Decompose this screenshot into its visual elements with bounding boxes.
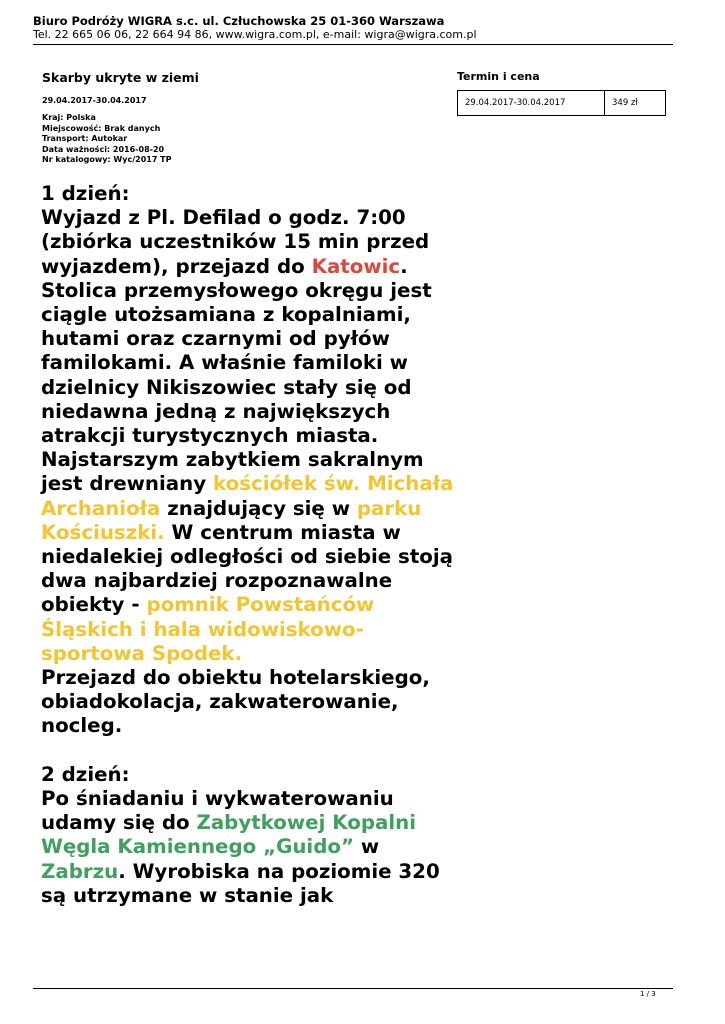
meta-country: Kraj: Polska [42,113,96,122]
company-contact: Tel. 22 665 06 06, 22 664 94 86, www.wigra.com.pl, e-mail: wigra@wigra.com.pl [33,28,477,41]
link-spodek[interactable]: pomnik Powstańców Śląskich i hala widowiskowo-sportowa Spodek. [41,593,375,665]
link-zabrze[interactable]: Zabrzu [41,859,119,883]
trip-dates: 29.04.2017-30.04.2017 [42,96,147,105]
day1-closing: Przejazd do obiektu hotelarskiego, obiadokolacja, zakwaterowanie, nocleg. [41,666,430,738]
day1-text: Wyjazd z Pl. Defilad o godz. 7:00 (zbiórka uczestników 15 min przed wyjazdem), przejazd do [41,206,430,278]
day2-heading: 2 dzień: [41,762,130,786]
day1-text: znajdujący się w [160,496,357,520]
itinerary [41,182,461,908]
trip-title: Skarby ukryte w ziemi [42,70,199,85]
company-name: Biuro Podróży WIGRA s.c. ul. Człuchowska 25 01-360 Warszawa [33,14,445,28]
footer-divider [33,988,673,989]
day1-paragraph [41,206,461,666]
price-table [457,90,666,116]
day1-heading: 1 dzień: [41,182,130,205]
day2-text: w [353,835,380,859]
price-term-cell: 29.04.2017-30.04.2017 [458,91,605,116]
day2-text: . Wyrobiska na poziomie 320 są utrzymane w stanie jak [41,859,440,907]
meta-transport: Transport: Autokar [42,134,128,144]
day2-paragraph [41,787,461,908]
day1-text: . Stolica przemysłowego okręgu jest ciągle utożsamiana z kopalniami, hutami oraz czarnymi od pyłów familokami. A właśnie familoki w dzielnicy Nikiszowiec stały się od niedawna jedną z największych atrakcji turystycznych miasta. Najstarszym zabytkiem sakralnym jest drewniany [41,254,432,496]
day2-text: Po śniadaniu i wykwaterowaniu udamy się do [41,787,394,835]
page-number: 1 / 3 [640,990,656,998]
link-kosciuszko-park[interactable]: parku Kościuszki. [41,496,422,544]
link-guido-mine[interactable]: Zabytkowej Kopalni Węgla Kamiennego „Guido” [41,811,416,859]
link-michael-church[interactable]: kościółek św. Michała Archanioła [41,472,454,520]
meta-valid-date: Data ważności: 2016-08-20 [42,144,165,154]
price-heading: Termin i cena [457,70,540,83]
price-value-cell: 349 zł [605,91,666,116]
meta-place: Miejscowość: Brak danych [42,123,161,133]
day1-text: W centrum miasta w niedalekiej odległości od siebie stoją dwa najbardziej rozpoznawalne obiekty - [41,520,454,617]
page-header [33,14,673,42]
link-katowice[interactable]: Katowic [311,254,401,278]
price-row [458,91,666,116]
meta-catalog-number: Nr katalogowy: Wyc/2017 TP [42,155,172,165]
trip-meta [42,113,172,166]
header-divider [33,44,673,45]
